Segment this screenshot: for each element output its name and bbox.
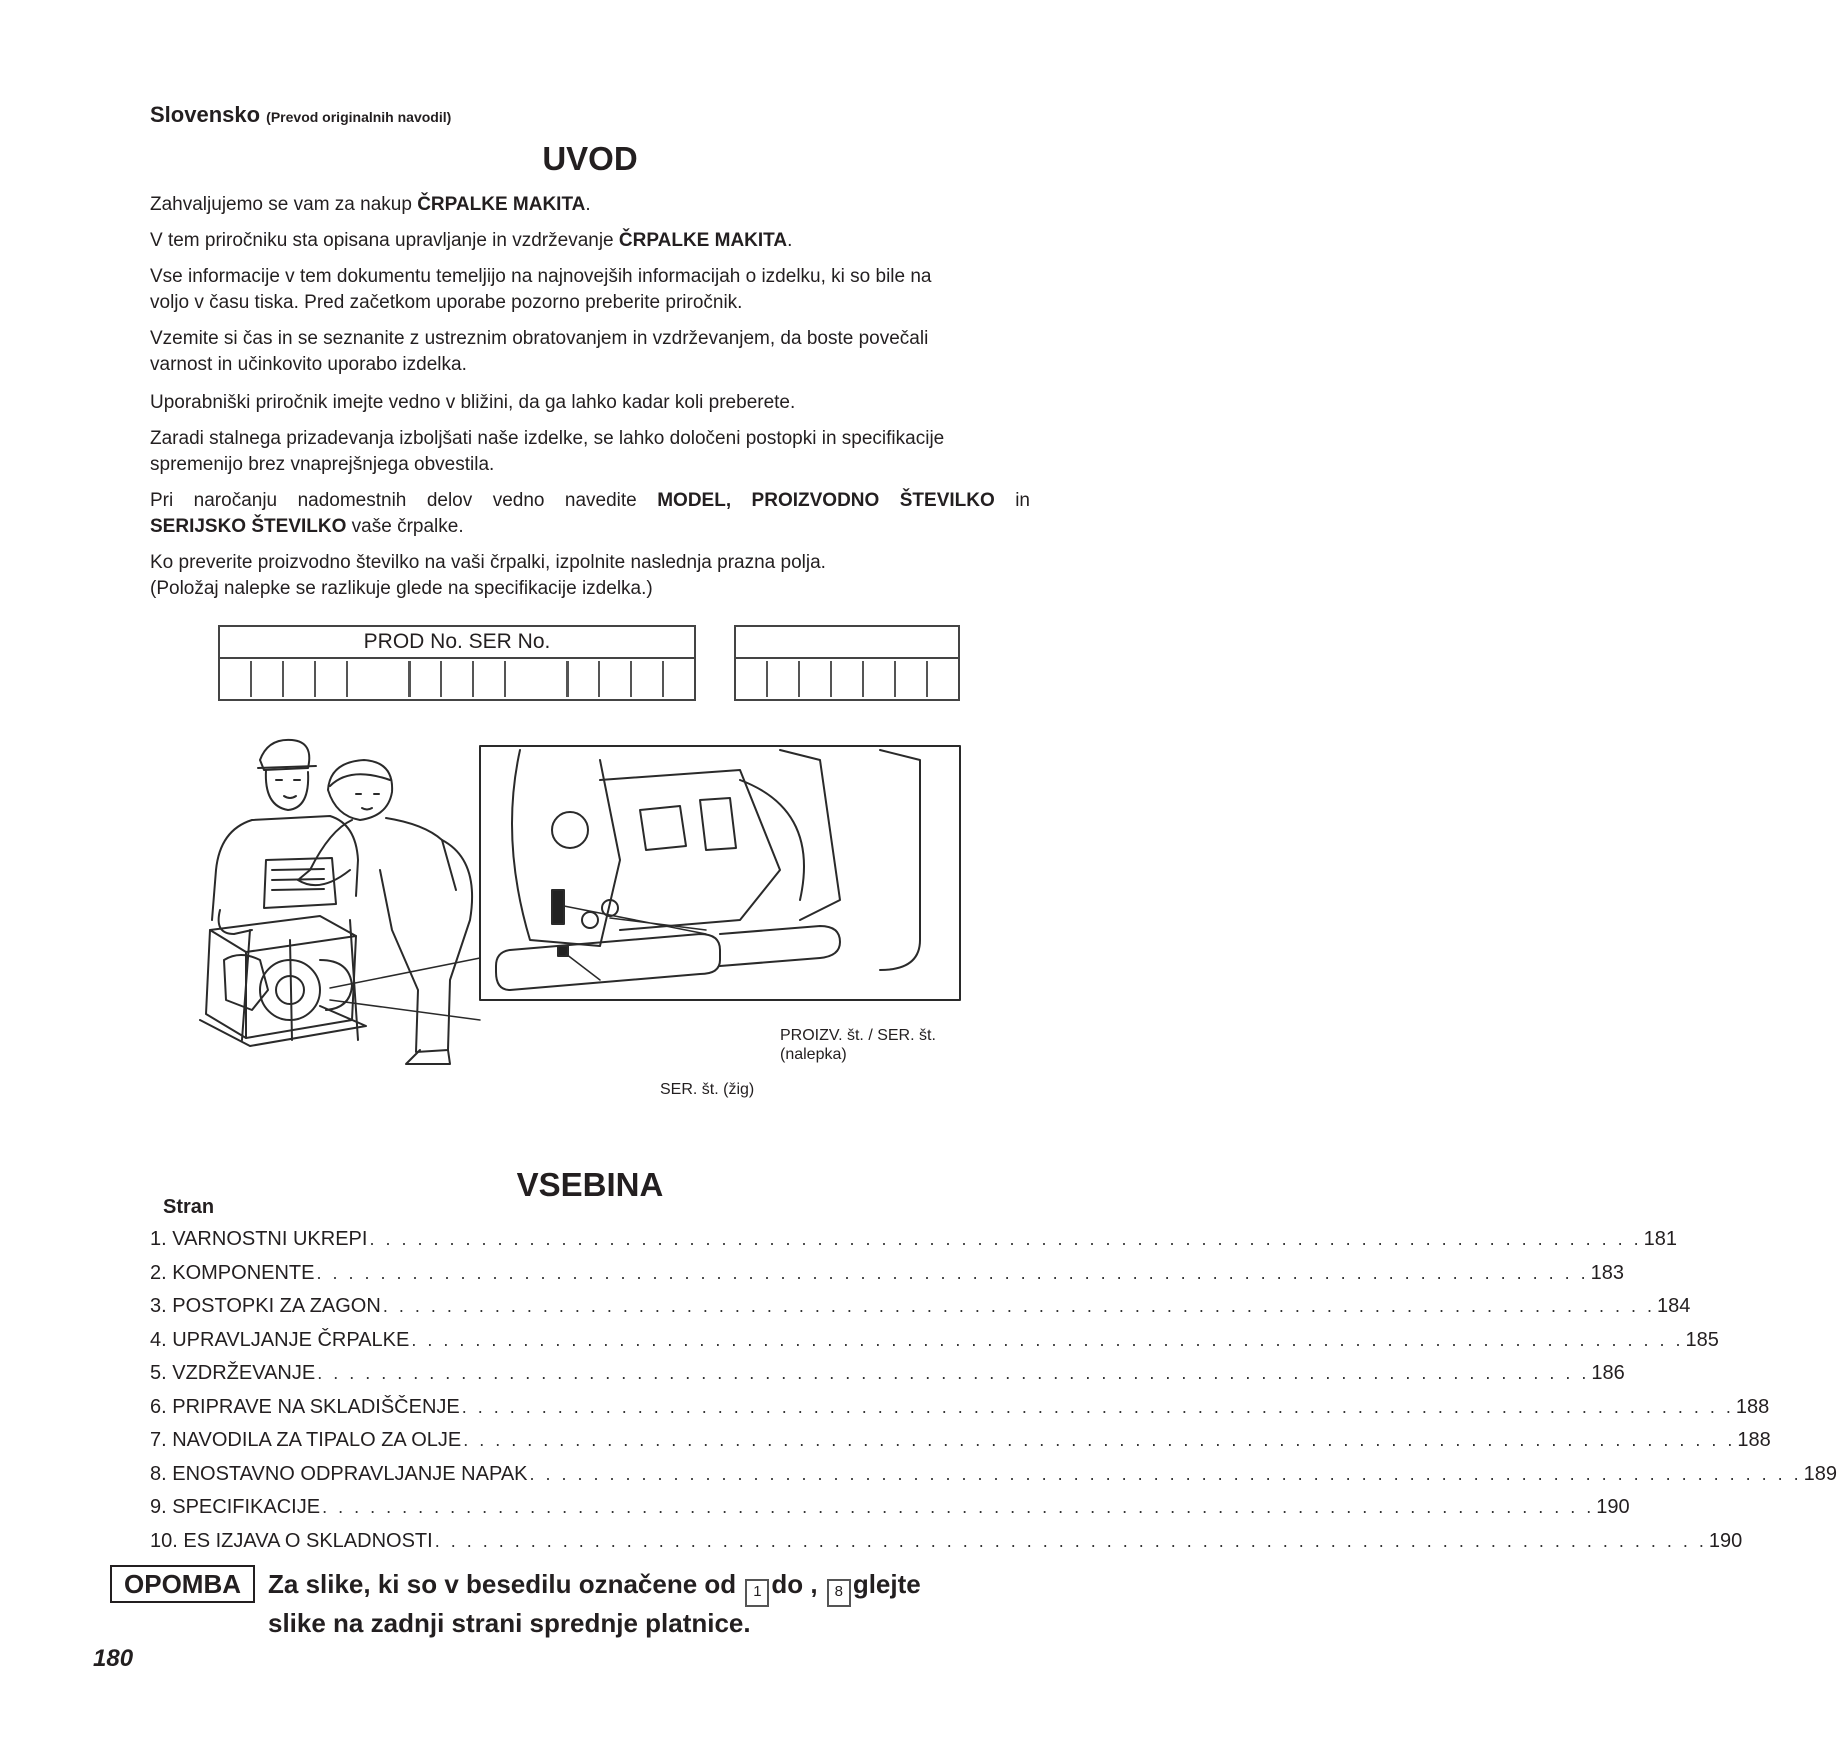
intro-paragraph-7: Pri naročanju nadomestnih delov vedno navedite MODEL, PROIZVODNO ŠTEVILKO in SERIJSKO ŠTEVILKO vaše črpalke. — [150, 490, 1030, 537]
toc-item[interactable] — [150, 1362, 1625, 1396]
extra-number-box[interactable] — [734, 625, 960, 701]
toc-item[interactable] — [150, 1429, 1771, 1463]
toc-item[interactable] — [150, 1529, 1743, 1564]
toc-leader-dots: . . . . . . . . . . . . . . . . . . . . . . . . . . . . . . . . . . . . . . . . . . . . . . . . . . . . . . . . . . . . . . . . . . . . . . . . . . . . . . . . — [463, 1430, 1736, 1450]
note-badge: OPOMBA — [110, 1565, 255, 1603]
toc-item-page: 186 — [1591, 1362, 1625, 1384]
toc-leader-dots: . . . . . . . . . . . . . . . . . . . . . . . . . . . . . . . . . . . . . . . . . . . . . . . . . . . . . . . . . . . . . . . . . . . . . . . . . . . . . . . . — [369, 1229, 1642, 1249]
figure-8-icon: 8 — [827, 1579, 851, 1607]
intro-paragraph-5: Uporabniški priročnik imejte vedno v bližini, da ga lahko kadar koli preberete. — [150, 392, 796, 413]
language-header — [150, 102, 451, 128]
toc-leader-dots: . . . . . . . . . . . . . . . . . . . . . . . . . . . . . . . . . . . . . . . . . . . . . . . . . . . . . . . . . . . . . . . . . . . . . . . . . . . . . . . . — [382, 1296, 1655, 1316]
ser-stamp-leader — [566, 954, 600, 980]
toc-item-label: 3. POSTOPKI ZA ZAGON — [150, 1295, 381, 1317]
toc-item-page: 190 — [1596, 1496, 1630, 1518]
toc-leader-dots: . . . . . . . . . . . . . . . . . . . . . . . . . . . . . . . . . . . . . . . . . . . . . . . . . . . . . . . . . . . . . . . . . . . . . . . . . . . . . . . . — [411, 1329, 1684, 1350]
toc-item-label: 4. UPRAVLJANJE ČRPALKE — [150, 1328, 410, 1351]
worker-with-cap — [212, 740, 358, 1040]
contents-title: VSEBINA — [516, 1166, 664, 1203]
toc-item-page: 188 — [1737, 1429, 1771, 1451]
toc-leader-dots: . . . . . . . . . . . . . . . . . . . . . . . . . . . . . . . . . . . . . . . . . . . . . . . . . . . . . . . . . . . . . . . . . . . . . . . . . . . . . . . . — [316, 1262, 1589, 1283]
toc-item-label: 2. KOMPONENTE — [150, 1261, 315, 1284]
toc-item-label: 6. PRIPRAVE NA SKLADIŠČENJE — [150, 1395, 460, 1418]
toc-leader-dots: . . . . . . . . . . . . . . . . . . . . . . . . . . . . . . . . . . . . . . . . . . . . . . . . . . . . . . . . . . . . . . . . . . . . . . . . . . . . . . . . — [529, 1463, 1802, 1484]
toc-item-page: 185 — [1685, 1328, 1719, 1351]
worker-bending — [298, 760, 472, 1064]
intro-paragraph-3: Vse informacije v tem dokumentu temeljijo na najnovejših informacijah o izdelku, ki so bile na voljo v času tiska. Pred začetkom uporabe pozorno preberite priročnik. — [150, 266, 932, 313]
toc-item-page: 190 — [1708, 1529, 1743, 1552]
toc-item[interactable] — [150, 1328, 1719, 1363]
toc-item[interactable] — [150, 1228, 1677, 1262]
prod-label-caption: PROIZV. št. / SER. št. (nalepka) — [780, 1027, 936, 1063]
ser-stamp-caption: SER. št. (žig) — [660, 1081, 755, 1098]
toc-item[interactable] — [150, 1496, 1630, 1530]
pump-detail — [496, 750, 920, 990]
number-box-header: PROD No. SER No. — [220, 627, 694, 659]
intro-paragraph-6: Zaradi stalnega prizadevanja izboljšati naše izdelke, se lahko določeni postopki in specifikacije spremenijo brez vnaprejšnjega obvestila. — [150, 428, 945, 475]
pump-on-frame — [200, 916, 366, 1046]
toc-item-label: 10. ES IZJAVA O SKLADNOSTI — [150, 1529, 433, 1552]
intro-paragraph-8: Ko preverite proizvodno številko na vaši črpalki, izpolnite naslednja prazna polja. (Položaj nalepke se razlikuje glede na specifikacije izdelka.) — [150, 552, 826, 599]
intro-paragraph-1: Zahvaljujemo se vam za nakup ČRPALKE MAKITA. — [150, 194, 591, 215]
toc-item[interactable] — [150, 1462, 1837, 1497]
prod-label-leader — [564, 906, 706, 934]
toc-item-page: 188 — [1735, 1395, 1770, 1418]
toc-item-page: 189 — [1803, 1462, 1837, 1485]
toc-item-label: 8. ENOSTAVNO ODPRAVLJANJE NAPAK — [150, 1462, 528, 1485]
toc-leader-dots: . . . . . . . . . . . . . . . . . . . . . . . . . . . . . . . . . . . . . . . . . . . . . . . . . . . . . . . . . . . . . . . . . . . . . . . . . . . . . . . . — [461, 1396, 1734, 1417]
toc-leader-dots: . . . . . . . . . . . . . . . . . . . . . . . . . . . . . . . . . . . . . . . . . . . . . . . . . . . . . . . . . . . . . . . . . . . . . . . . . . . . . . . . — [434, 1530, 1707, 1551]
intro-paragraph-2: V tem priročniku sta opisana upravljanje in vzdrževanje ČRPALKE MAKITA. — [150, 230, 793, 251]
prod-ser-number-box[interactable] — [218, 625, 696, 701]
toc-leader-dots: . . . . . . . . . . . . . . . . . . . . . . . . . . . . . . . . . . . . . . . . . . . . . . . . . . . . . . . . . . . . . . . . . . . . . . . . . . . . . . . . — [322, 1497, 1595, 1517]
toc-item[interactable] — [150, 1261, 1625, 1296]
language-label: Slovensko — [150, 102, 261, 127]
toc-item-page: 183 — [1590, 1261, 1625, 1284]
toc-item-label: 7. NAVODILA ZA TIPALO ZA OLJE — [150, 1429, 462, 1451]
toc-item-page: 181 — [1643, 1228, 1677, 1250]
toc-item-label: 5. VZDRŽEVANJE — [150, 1362, 316, 1384]
figure-1-icon: 1 — [745, 1579, 769, 1607]
toc-item-page: 184 — [1656, 1295, 1691, 1317]
note-text: Za slike, ki so v besedilu označene od 1 do , 8 glejte slike na zadnji strani sprednje platnice. — [268, 1569, 921, 1638]
toc-leader-dots: . . . . . . . . . . . . . . . . . . . . . . . . . . . . . . . . . . . . . . . . . . . . . . . . . . . . . . . . . . . . . . . . . . . . . . . . . . . . . . . . — [317, 1363, 1590, 1383]
toc-item-label: 9. SPECIFIKACIJE — [150, 1496, 321, 1518]
intro-paragraph-4: Vzemite si čas in se seznanite z ustreznim obratovanjem in vzdrževanjem, da boste povečali varnost in učinkovito uporabo izdelka. — [150, 328, 929, 375]
contents-page-label: Stran — [163, 1196, 215, 1218]
toc-item[interactable] — [150, 1295, 1691, 1329]
toc-item[interactable] — [150, 1395, 1770, 1430]
table-of-contents — [150, 1228, 1837, 1563]
page-number: 180 — [93, 1645, 134, 1672]
intro-title: UVOD — [542, 140, 638, 177]
toc-item-label: 1. VARNOSTNI UKREPI — [150, 1228, 368, 1250]
language-subtitle: (Prevod originalnih navodil) — [266, 109, 452, 125]
